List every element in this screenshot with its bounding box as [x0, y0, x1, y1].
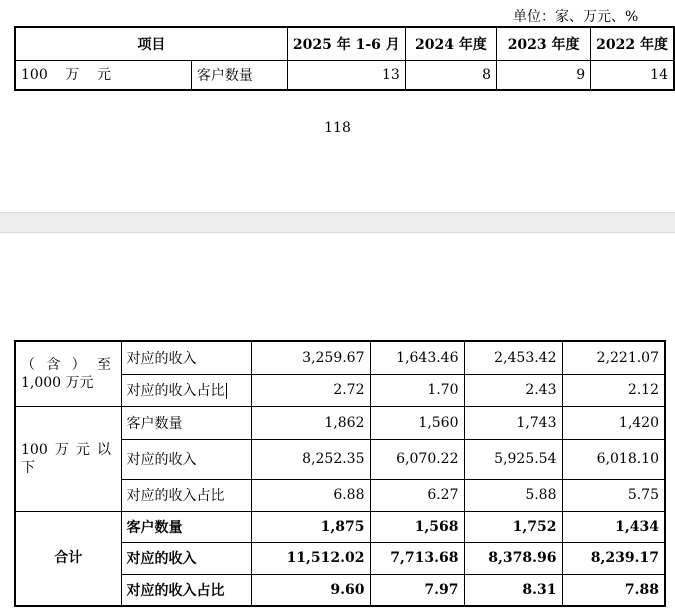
value-cell: 2.12: [562, 374, 665, 406]
value-cell: 7.97: [370, 574, 464, 606]
text-cursor: [226, 383, 227, 399]
value-cell: 9.60: [251, 574, 370, 606]
value-cell: 1,875: [251, 511, 370, 542]
row-label: 对应的收入占比: [121, 574, 251, 606]
category-part: 万: [65, 66, 80, 83]
category-part: 100: [21, 441, 48, 458]
category-cell: [15, 60, 191, 90]
value-cell: 6.88: [251, 479, 370, 511]
value-cell: 8,252.35: [251, 439, 370, 479]
value-cell: 3,259.67: [251, 341, 370, 374]
total-row: [15, 511, 665, 542]
value-cell: 5.88: [464, 479, 562, 511]
category-part: 至: [96, 356, 111, 373]
value-cell: 1,434: [562, 511, 665, 542]
value-cell: 6,018.10: [562, 439, 665, 479]
row-label: 客户数量: [121, 511, 251, 542]
category-part: 万: [54, 441, 69, 458]
header-2022: 2022 年度: [591, 27, 674, 60]
value-cell: 6.27: [370, 479, 464, 511]
value-cell: 2,221.07: [562, 341, 665, 374]
value-cell: 2.72: [251, 374, 370, 406]
category-part: 100: [21, 66, 48, 83]
category-cell: [15, 406, 121, 511]
row-label: 对应的收入占比: [121, 479, 251, 511]
category-part: （: [21, 356, 35, 373]
value-cell: 1,420: [562, 406, 665, 439]
row-label: 对应的收入占比: [126, 383, 225, 399]
page-gap-divider: [0, 212, 675, 233]
value-cell: 6,070.22: [370, 439, 464, 479]
value-cell: 2,453.42: [464, 341, 562, 374]
header-2024: 2024 年度: [405, 27, 496, 60]
value-cell: 9: [497, 60, 591, 90]
category-cell: [15, 341, 121, 406]
value-cell: 13: [287, 60, 405, 90]
value-cell: 1,560: [370, 406, 464, 439]
top-table: [14, 26, 675, 91]
row-label: 对应的收入: [121, 542, 251, 574]
value-cell: 5,925.54: [464, 439, 562, 479]
row-label: 对应的收入: [121, 341, 251, 374]
value-cell: 1,568: [370, 511, 464, 542]
bottom-table: [14, 340, 666, 607]
value-cell: 8.31: [464, 574, 562, 606]
value-cell: 8,239.17: [562, 542, 665, 574]
table-row: [15, 341, 665, 374]
page-number: 118: [324, 120, 351, 136]
value-cell: 1,752: [464, 511, 562, 542]
value-cell: 1,862: [251, 406, 370, 439]
table-row: [15, 406, 665, 439]
header-2023: 2023 年度: [497, 27, 591, 60]
value-cell: 7.88: [562, 574, 665, 606]
category-part: 以: [96, 441, 111, 458]
value-cell: 14: [591, 60, 674, 90]
row-label: 对应的收入: [121, 439, 251, 479]
row-label: 客户数量: [191, 60, 287, 90]
header-row: [15, 27, 674, 60]
header-item: 项目: [15, 27, 287, 60]
table-row: [15, 60, 674, 90]
category-line2: 下: [21, 459, 35, 476]
value-cell: 8: [405, 60, 496, 90]
category-part: 元: [75, 441, 90, 458]
header-2025h1: 2025 年 1-6 月: [287, 27, 405, 60]
value-cell: 2.43: [464, 374, 562, 406]
row-label: 客户数量: [121, 406, 251, 439]
value-cell: 1,743: [464, 406, 562, 439]
value-cell: 8,378.96: [464, 542, 562, 574]
value-cell: 1,643.46: [370, 341, 464, 374]
row-label-cell: [121, 374, 251, 406]
value-cell: 1.70: [370, 374, 464, 406]
unit-note: 单位：家、万元、%: [513, 9, 639, 25]
category-part: 元: [96, 66, 111, 83]
value-cell: 7,713.68: [370, 542, 464, 574]
value-cell: 11,512.02: [251, 542, 370, 574]
category-part: ）: [71, 356, 86, 373]
category-line2: 1,000 万元: [21, 374, 94, 391]
value-cell: 5.75: [562, 479, 665, 511]
total-category-cell: 合计: [15, 511, 121, 606]
category-part: 含: [46, 356, 61, 373]
